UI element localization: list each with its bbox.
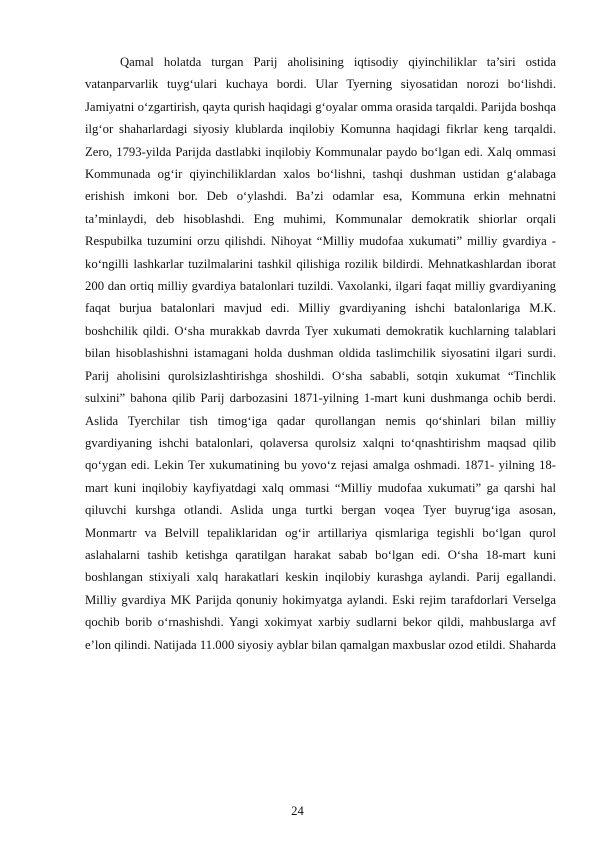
page-number: 24 [291, 804, 304, 818]
body-paragraph: Qamal holatda turgan Parij aholisining iqtisodiy qiyinchiliklar ta’siri ostida vatanparvarlik tuyg‘ulari kuchaya bordi. Ular Tyerning siyosatidan norozi bo‘lishdi. Jamiyatni o‘zgartirish, qayta qurish haqidagi g‘oyalar omma orasida tarqaldi. Parijda boshqa ilg‘or shaharlardagi siyosiy klublarda inqilobiy Komunna haqidagi fikrlar keng tarqaldi. Zero, 1793-yilda Parijda dastlabki inqilobiy Kommunalar paydo bo‘lgan edi. Xalq ommasi Kommunada og‘ir qiyinchiliklardan xalos bo‘lishni, tashqi dushman ustidan g‘alabaga erishish imkoni bor. Deb o‘ylashdi. Ba’zi odamlar esa, Kommuna erkin mehnatni ta’minlaydi, deb hisoblashdi. Eng muhimi, Kommunalar demokratik shiorlar orqali Respubilka tuzumini orzu qilishdi. Nihoyat “Milliy mudofaa xukumati” milliy gvardiya - ko‘ngilli lashkarlar tuzilmalarini tashkil qilishiga rozilik bildirdi. Mehnatkashlardan iborat 200 dan ortiq milliy gvardiya batalonlari tuzildi. Vaxolanki, ilgari faqat milliy gvardiyaning faqat burjua batalonlari mavjud edi. Milliy gvardiyaning ishchi batalonlariga M.K. boshchilik qildi. O‘sha murakkab davrda Tyer xukumati demokratik kuchlarning talablari bilan hisoblashishni istamagani holda dushman oldida taslimchilik siyosatini ilgari surdi. Parij aholisini qurolsizlashtirishga shoshildi. O‘sha sababli, sotqin xukumat “Tinchlik sulxini” bahona qilib Parij darbozasini 1871-yilning 1-mart kuni dushmanga ochib berdi. Aslida Tyerchilar tish timog‘iga qadar qurollangan nemis qo‘shinlari bilan milliy gvardiyaning ishchi batalonlari, qolaversa qurolsiz xalqni to‘qnashtirishm maqsad qilib qo‘ygan edi. Lekin Ter xukumatining bu yovo‘z rejasi amalga oshmadi. 1871- yilning 18-mart kuni inqilobiy kayfiyatdagi xalq ommasi “Milliy mudofaa xukumati” ga qarshi hal qiluvchi kurshga otlandi. Aslida unga turtki bergan voqea Tyer buyrug‘iga asosan, Monmartr va Belvill tepaliklaridan og‘ir artillariya qismlariga tegishli bo‘lgan qurol aslahalarni tashib ketishga qaratilgan harakat sabab bo‘lgan edi. O‘sha 18-mart kuni boshlangan stixiyali xalq harakatlari keskin inqilobiy kurashga aylandi. Parij egallandi. Milliy gvardiya MK Parijda qonuniy hokimyatga aylandi. Eski rejim tarafdorlari Verselga qochib borib o‘rnashishdi. Yangi xokimyat xarbiy sudlarni bekor qildi, mahbuslarga avf e’lon qilindi. Natijada 11.000 siyosiy ayblar bilan qamalgan maxbuslar ozod etildi. Shaharda [85, 55, 556, 652]
